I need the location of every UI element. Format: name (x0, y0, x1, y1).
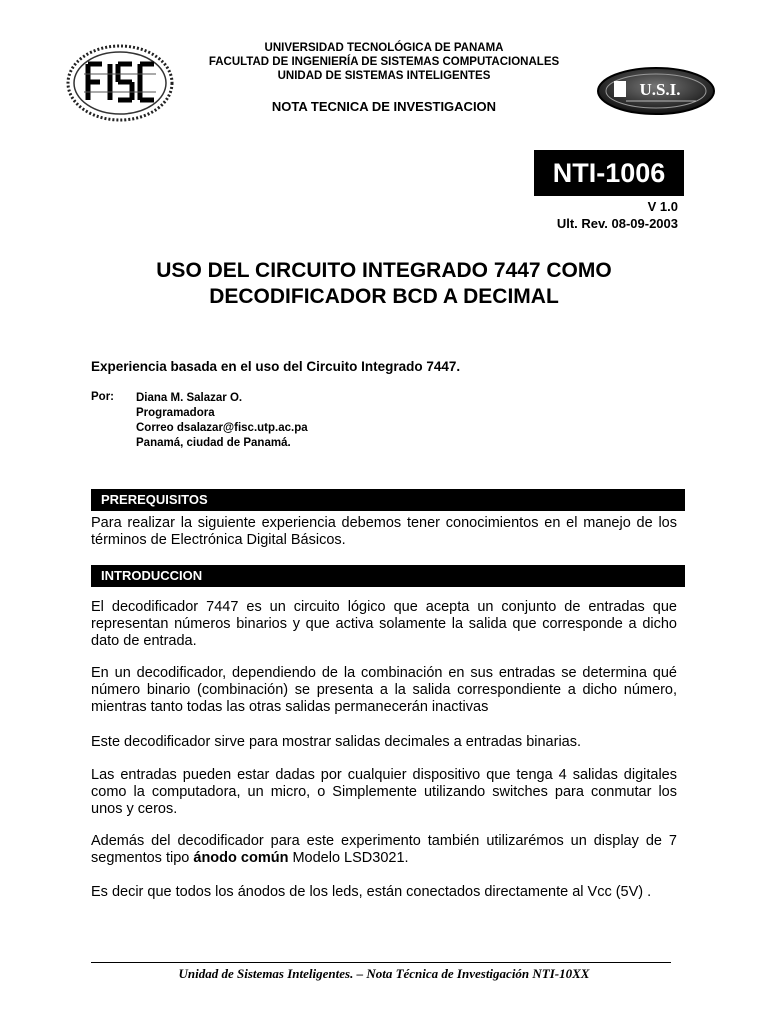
document-code-badge: NTI-1006 (534, 150, 684, 196)
intro-paragraph-6: Es decir que todos los ánodos de los leds, están conectados directamente al Vcc (5V) . (91, 884, 652, 900)
unit-name: UNIDAD DE SISTEMAS INTELIGENTES (277, 70, 491, 82)
footer-divider (91, 962, 671, 963)
doc-title-line1: USO DEL CIRCUITO INTEGRADO 7447 COMO (156, 259, 612, 282)
p5-text-a: Además del decodificador para este experimento también utilizarémos un display de 7 segmentos tipo (91, 833, 677, 866)
section-header-prerequisitos: PREREQUISITOS (91, 489, 685, 511)
prereq-paragraph: Para realizar la siguiente experiencia debemos tener conocimientos en el manejo de los términos de Electrónica Digital Básicos. (91, 515, 677, 548)
intro-paragraph-3: Este decodificador sirve para mostrar salidas decimales a entradas binarias. (91, 734, 582, 750)
university-name: UNIVERSIDAD TECNOLÓGICA DE PANAMA (264, 42, 504, 54)
version-label: V 1.0 (647, 199, 678, 214)
section-header-introduccion: INTRODUCCION (91, 565, 685, 587)
author-email[interactable]: Correo dsalazar@fisc.utp.ac.pa (136, 422, 308, 434)
p5-bold-term: ánodo común (193, 850, 289, 866)
intro-paragraph-1: El decodificador 7447 es un circuito lógico que acepta un conjunto de entradas que representan números binarios y que activa solamente la salida que corresponde a dicho dato de entrada. (91, 599, 677, 649)
author-location: Panamá, ciudad de Panamá. (136, 437, 291, 449)
p5-text-b: Modelo LSD3021. (288, 850, 409, 866)
faculty-name: FACULTAD DE INGENIERÍA DE SISTEMAS COMPUTACIONALES (208, 56, 560, 68)
note-type: NOTA TECNICA DE INVESTIGACION (271, 99, 497, 114)
usi-logo (596, 66, 716, 116)
doc-subtitle: Experiencia basada en el uso del Circuito Integrado 7447. (91, 359, 461, 374)
intro-paragraph-4: Las entradas pueden estar dadas por cualquier dispositivo que tenga 4 salidas digitales como la computadora, un micro, o Simplemente utilizando switches para conmutar los unos y ceros. (91, 767, 677, 817)
author-block (136, 391, 308, 451)
revision-date: Ult. Rev. 08-09-2003 (556, 216, 678, 231)
intro-paragraph-5 (91, 833, 677, 867)
author-label: Por: (91, 391, 114, 403)
intro-paragraph-2: En un decodificador, dependiendo de la combinación en sus entradas se determina qué número binario (combinación) se presenta a la salida correspondiente a dicho número, mientras tanto todas las otras salidas permanecerán inactivas (91, 665, 677, 715)
author-name: Diana M. Salazar O. (136, 392, 243, 404)
doc-title-line2: DECODIFICADOR BCD A DECIMAL (209, 285, 559, 308)
author-role: Programadora (136, 407, 215, 419)
usi-logo-text: U.S.I. (639, 80, 681, 99)
page-footer: Unidad de Sistemas Inteligentes. – Nota Técnica de Investigación NTI-10XX (178, 966, 590, 981)
